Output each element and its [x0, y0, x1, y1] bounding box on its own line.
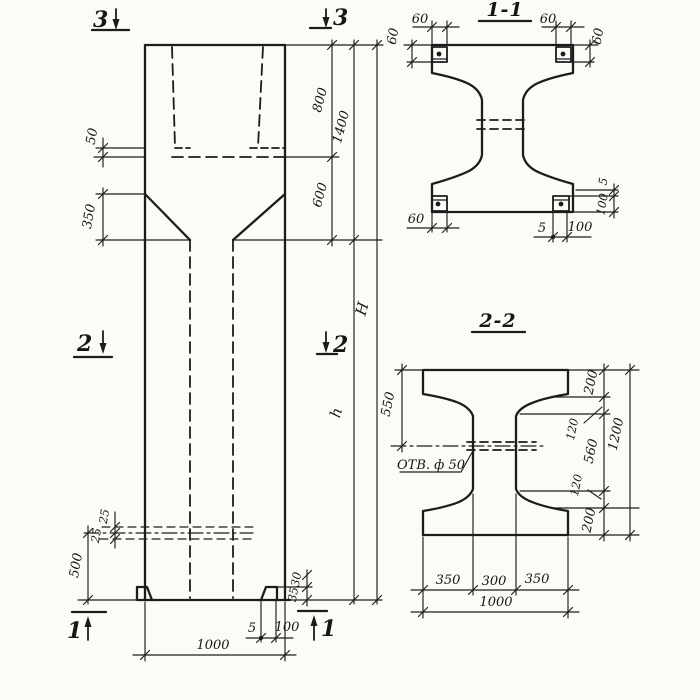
hidden-recess-lines — [172, 47, 284, 157]
marker-label: 3 — [93, 7, 109, 33]
section-marker-1-left — [67, 612, 106, 644]
dim-label-1000: 1000 — [479, 595, 513, 610]
dim-label-100: 100 — [274, 620, 300, 635]
lifting-hole — [84, 527, 253, 539]
dim-label-120-bottom: 120 — [566, 472, 586, 498]
dim-label-5: 5 — [247, 621, 257, 636]
dim-label-350-left: 350 — [435, 573, 461, 588]
section-2-2-view — [379, 310, 639, 618]
anchor-dot — [551, 235, 555, 239]
right-dimension-chains — [285, 40, 383, 605]
dim-label-100: 100 — [593, 192, 611, 217]
arrow-down-icon — [323, 17, 330, 28]
hole-label: ОТВ. ф 50 — [397, 458, 465, 473]
dim-lines — [94, 138, 145, 167]
dim-label-25a: 25 — [95, 507, 113, 525]
dim-taper-350 — [80, 188, 382, 246]
dim-label-25b: 25 — [87, 526, 105, 544]
dim-lines — [96, 188, 382, 246]
dim-label-560: 560 — [581, 437, 602, 465]
section-marker-3-right — [310, 5, 348, 31]
dim-550 — [379, 364, 423, 452]
dim-label-60h: 60 — [384, 26, 403, 46]
section-marker-1-right — [298, 611, 336, 642]
dim-column-width — [133, 602, 296, 661]
dim-label-600: 600 — [310, 181, 332, 210]
dim-label-30: 30 — [287, 570, 305, 588]
dim-shoe-right — [569, 176, 619, 218]
taper-diagonals — [145, 194, 285, 240]
dim-label-60w: 60 — [539, 12, 557, 27]
dim-label-5: 5 — [537, 221, 547, 236]
dim-label-350-right: 350 — [524, 572, 550, 587]
dim-label-500: 500 — [67, 551, 87, 579]
dim-right-inner-chain — [520, 364, 639, 541]
dim-label-60w: 60 — [411, 12, 429, 27]
dim-label-300: 300 — [481, 574, 507, 589]
section-marker-2-left — [74, 331, 112, 357]
dim-lines — [88, 512, 115, 604]
dim-recess-50 — [84, 127, 145, 167]
anchor-dot — [559, 202, 564, 207]
arrow-down-icon — [323, 342, 330, 353]
dim-label-800: 800 — [310, 86, 332, 115]
dim-lines — [395, 364, 423, 452]
right-shoe — [261, 587, 277, 600]
embedded-plates — [432, 47, 571, 211]
marker-label: 1 — [321, 616, 337, 642]
dim-label-35: 35 — [284, 585, 302, 603]
arrow-up-icon — [85, 616, 92, 627]
column-edges — [138, 45, 290, 600]
dim-label-1200: 1200 — [605, 416, 628, 453]
dim-label-60h: 60 — [589, 26, 608, 46]
section-marker-3-left — [92, 7, 129, 33]
hidden-web-lines — [190, 240, 233, 598]
i-section-outline — [423, 370, 568, 535]
section-title: 2-2 — [479, 310, 517, 332]
dim-plate-bottom-left — [407, 212, 459, 233]
arrow-up-icon — [311, 615, 318, 626]
dim-label-h: h — [326, 405, 347, 420]
dim-bottom-chain — [411, 494, 579, 618]
marker-label: 2 — [333, 332, 349, 358]
dim-label-60: 60 — [407, 212, 425, 227]
web-hole — [391, 442, 543, 473]
web-hole-hidden-lines — [477, 120, 528, 129]
dim-label-1000: 1000 — [196, 638, 230, 653]
marker-label: 1 — [67, 618, 83, 644]
anchor-dot — [259, 636, 263, 640]
arrow-down-icon — [113, 19, 120, 30]
dim-label-200-top: 200 — [581, 368, 602, 396]
arrow-down-icon — [100, 343, 107, 354]
marker-label: 3 — [333, 5, 349, 31]
dim-label-350: 350 — [80, 202, 100, 230]
anchor-dot — [436, 202, 441, 207]
base-shoes — [137, 587, 277, 600]
anchor-dot — [561, 52, 566, 57]
anchor-dot — [437, 52, 442, 57]
dim-label-550: 550 — [378, 390, 399, 418]
dim-hole-position — [67, 508, 119, 605]
marker-label: 2 — [77, 331, 93, 357]
dim-label-50: 50 — [83, 126, 102, 146]
section-title: 1-1 — [486, 0, 524, 21]
section-marker-2-right — [317, 332, 348, 358]
dim-shoe-bottom — [534, 212, 592, 242]
dim-lines — [520, 364, 639, 541]
dim-shoe-base — [246, 601, 299, 643]
elevation-view — [67, 5, 383, 661]
dim-label-200-bottom: 200 — [579, 506, 600, 534]
dim-label-5: 5 — [595, 176, 611, 187]
dim-label-120-top: 120 — [562, 416, 582, 442]
dim-label-100: 100 — [567, 220, 593, 235]
dim-label-1400: 1400 — [330, 109, 354, 146]
dim-label-H: H — [351, 300, 373, 318]
section-1-1-view — [385, 0, 619, 242]
